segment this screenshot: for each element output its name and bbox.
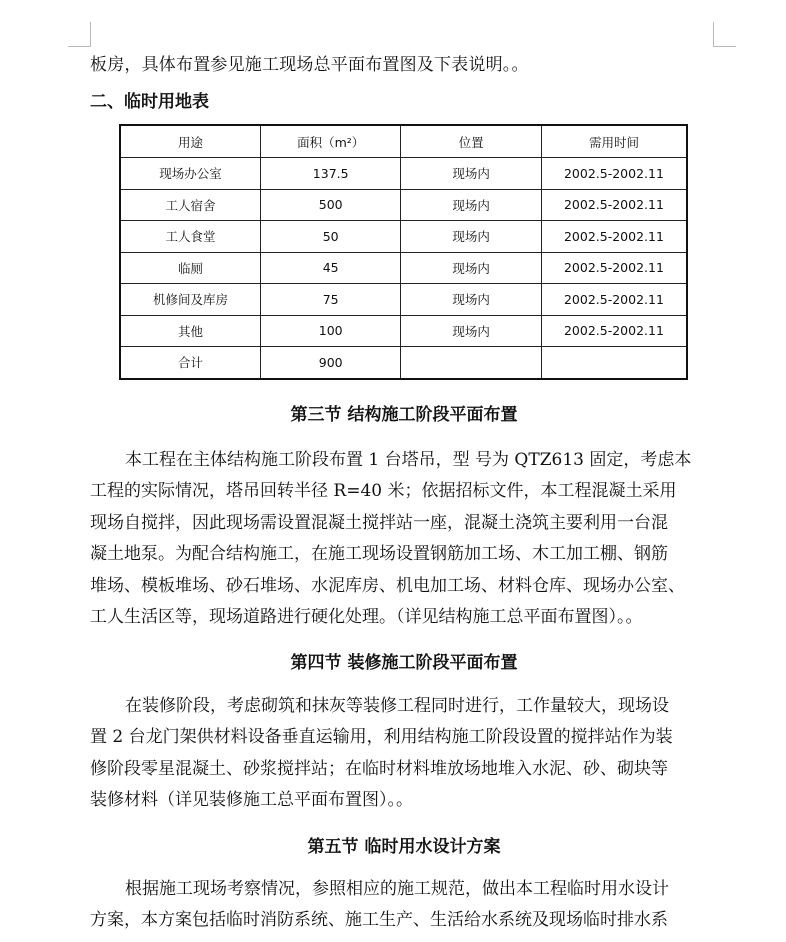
table-cell: 137.5 [260, 158, 401, 190]
section4-heading: 第四节 装修施工阶段平面布置 [290, 653, 518, 673]
table-cell: 2002.5-2002.11 [541, 221, 687, 253]
paragraph-line: 工程的实际情况，塔吊回转半径 R=40 米；依据招标文件，本工程混凝土采用 [90, 481, 677, 502]
table-cell: 机修间及库房 [120, 284, 260, 316]
table-cell: 2002.5-2002.11 [541, 158, 687, 190]
table-row [120, 158, 687, 190]
section3-heading: 第三节 结构施工阶段平面布置 [290, 405, 518, 425]
paragraph-line: 装修材料（详见装修施工总平面布置图）。。 [90, 790, 413, 811]
table-row [120, 221, 687, 253]
table-cell: 100 [260, 315, 401, 347]
table-row [120, 189, 687, 221]
table-row [120, 284, 687, 316]
table-cell: 现场内 [401, 252, 541, 284]
table-cell: 900 [260, 347, 401, 379]
table-header-row [120, 125, 687, 158]
table-row [120, 315, 687, 347]
land-use-table [119, 124, 688, 380]
table-cell: 50 [260, 221, 401, 253]
table-cell: 2002.5-2002.11 [541, 315, 687, 347]
table-cell: 45 [260, 252, 401, 284]
table-header-cell: 位置 [401, 125, 541, 158]
page-corner-mark-top-left [68, 22, 91, 47]
page-corner-mark-top-right [713, 22, 736, 47]
table-cell: 合计 [120, 347, 260, 379]
table-cell: 500 [260, 189, 401, 221]
table-cell: 现场内 [401, 158, 541, 190]
table-row-total [120, 347, 687, 379]
section5-paragraph [90, 874, 724, 937]
paragraph-line: 在装修阶段，考虑砌筑和抹灰等装修工程同时进行，工作量较大，现场设 [125, 696, 669, 716]
table-cell: 现场办公室 [120, 158, 260, 190]
intro-line: 板房，具体布置参见施工现场总平面布置图及下表说明。。 [90, 55, 529, 75]
section4-paragraph [90, 691, 724, 817]
paragraph-line: 凝土地泵。为配合结构施工，在施工现场设置钢筋加工场、木工加工棚、钢筋 [90, 544, 668, 565]
table-cell [401, 347, 541, 379]
table-header-cell: 需用时间 [541, 125, 687, 158]
paragraph-line: 堆场、模板堆场、砂石堆场、水泥库房、机电加工场、材料仓库、现场办公室、 [90, 575, 685, 596]
section5-heading: 第五节 临时用水设计方案 [307, 837, 501, 857]
table-cell: 2002.5-2002.11 [541, 284, 687, 316]
table-cell: 工人食堂 [120, 221, 260, 253]
paragraph-line: 工人生活区等，现场道路进行硬化处理。（详见结构施工总平面布置图）。。 [90, 607, 643, 628]
paragraph-line: 本工程在主体结构施工阶段布置 1 台塔吊，型 号为 QTZ613 固定，考虑本 [125, 450, 692, 470]
section3-paragraph [90, 445, 724, 633]
table-cell: 2002.5-2002.11 [541, 189, 687, 221]
paragraph-line: 方案，本方案包括临时消防系统、施工生产、生活给水系统及现场临时排水系 [90, 910, 668, 931]
table-cell: 现场内 [401, 315, 541, 347]
table-cell: 工人宿舍 [120, 189, 260, 221]
paragraph-line: 修阶段零星混凝土、砂浆搅拌站；在临时材料堆放场地堆入水泥、砂、砌块等 [90, 758, 668, 779]
table-cell: 现场内 [401, 189, 541, 221]
paragraph-line: 现场自搅拌，因此现场需设置混凝土搅拌站一座，混凝土浇筑主要利用一台混 [90, 512, 668, 533]
section2-heading: 二、临时用地表 [90, 92, 209, 112]
table-header-cell: 用途 [120, 125, 260, 158]
table-cell [541, 347, 687, 379]
table-row [120, 252, 687, 284]
paragraph-line: 置 2 台龙门架供材料设备垂直运输用，利用结构施工阶段设置的搅拌站作为装 [90, 727, 673, 748]
table-cell: 75 [260, 284, 401, 316]
paragraph-line: 根据施工现场考察情况，参照相应的施工规范，做出本工程临时用水设计 [125, 879, 669, 899]
table-cell: 现场内 [401, 221, 541, 253]
table-cell: 2002.5-2002.11 [541, 252, 687, 284]
table-cell: 现场内 [401, 284, 541, 316]
table-cell: 其他 [120, 315, 260, 347]
table-cell: 临厕 [120, 252, 260, 284]
table-header-cell: 面积（m²） [260, 125, 401, 158]
